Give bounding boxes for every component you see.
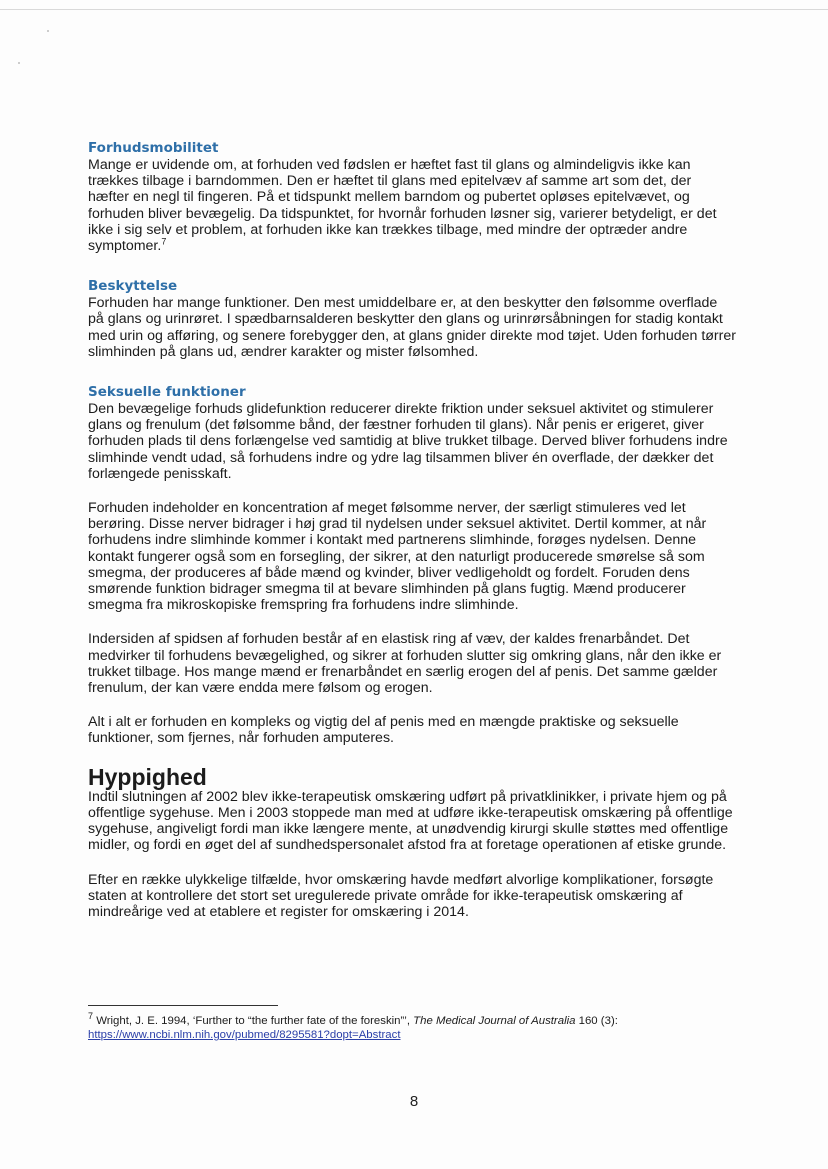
paragraph: Den bevægelige forhuds glidefunktion reducerer direkte friktion under seksuel aktivitet og stimulerer glans og frenulum (det følsomme bånd, der fæstner forhuden til glans). Når penis er erigeret, giver forhuden plads til dens forlængelse ved samtidig at blive trukket tilbage. Derved bliver forhudens indre slimhinde vendt udad, så forhudens indre og ydre lag tilsammen bliver én overflade, der dækker det forlængede penisskaft. bbox=[88, 401, 728, 482]
paragraph: Alt i alt er forhuden en kompleks og vigtig del af penis med en mængde praktiske og seksuelle funktioner, som fjernes, når forhuden amputeres. bbox=[88, 714, 679, 747]
paragraph: Mange er uvidende om, at forhuden ved fødslen er hæftet fast til glans og almindeligvis ikke kan trækkes tilbage i barndommen. Den er hæftet til glans med epitelvæv af samme art som det, der hæfter en negl til fingeren. På et tidspunkt mellem barndom og pubertet opløses epitelvævet, og forhuden bliver bevægelig. Da tidspunktet, for hvornår forhuden løsner sig, varierer betydeligt, er det ikke i sig selv et problem, at forhuden ikke kan trækkes tilbage, med mindre der optræder andre symptomer.$^7$ bbox=[88, 157, 717, 255]
section-heading: Beskyttelse bbox=[88, 278, 178, 295]
section-beskyttelse bbox=[88, 278, 736, 360]
section-seksuelle-funktioner bbox=[88, 384, 736, 747]
section-forhudsmobilitet bbox=[88, 140, 736, 254]
paragraph: Indersiden af spidsen af forhuden består af en elastisk ring af væv, der kaldes frenarbåndet. Det medvirker til forhudens bevægelighed, og sikrer at forhuden slutter sig omkring glans, når den ikke er trukket tilbage. Hos mange mænd er frenarbåndet en særlig erogen del af penis. Det samme gælder frenulum, der kan være endda mere følsom og erogen. bbox=[88, 631, 722, 697]
chapter-heading: Hyppighed bbox=[88, 763, 207, 790]
paragraph: Forhuden indeholder en koncentration af meget følsomme nerver, der særligt stimuleres ved let berøring. Disse nerver bidrager i høj grad til nydelsen under seksuel aktivitet. Dertil kommer, at når forhudens indre slimhinde kommer i kontakt med partnerens slimhinde, forøges nydelsen. Denne kontakt fungerer også som en forsegling, der sikrer, at den naturligt producerede smørelse så som smegma, der produceres af både mænd og kvinder, bliver vedligeholdt og fordelt. Foruden dens smørende funktion bidrager smegma til at bevare slimhinden på glans fugtig. Mænd producerer smegma fra mikroskopiske fremspring fra forhudens indre slimhinde. bbox=[88, 500, 707, 614]
paragraph: Efter en række ulykkelige tilfælde, hvor omskæring havde medført alvorlige komplikationer, forsøgte staten at kontrollere det stort set uregulerede private område for ikke-terapeutisk omskæring af mindreårige ved at etablere et register for omskæring i 2014. bbox=[88, 871, 714, 920]
footnote-marker: 7 bbox=[88, 1011, 94, 1022]
paragraph: Indtil slutningen af 2002 blev ikke-terapeutisk omskæring udført på privatklinikker, i private hjem og på offentlige sygehuse. Men i 2003 stoppede man med at udføre ikke-terapeutisk omskæring på offentlige sygehuse, angiveligt fordi man ikke længere mente, at unødvendig kirurgi skulle støttes med offentlige midler, og fordi en øget del af sundhedspersonalet afstod fra at foretage operationen af etiske grunde. bbox=[88, 788, 733, 854]
scan-speck bbox=[47, 30, 49, 32]
footnote-link[interactable]: https://www.ncbi.nlm.nih.gov/pubmed/8295581?dopt=Abstract bbox=[88, 1029, 401, 1041]
scan-edge-line bbox=[0, 9, 828, 10]
section-heading: Seksuelle funktioner bbox=[88, 384, 246, 401]
footnote-separator bbox=[88, 1005, 278, 1006]
footnote-volume: 160 (3): bbox=[578, 1015, 618, 1027]
footnote bbox=[88, 1011, 736, 1042]
scan-speck bbox=[18, 62, 20, 64]
footnote-marker[interactable]: 7 bbox=[161, 236, 167, 247]
document-body bbox=[88, 140, 736, 920]
footnote-journal: The Medical Journal of Australia bbox=[413, 1015, 576, 1027]
section-hyppighed bbox=[88, 765, 736, 920]
page-number: 8 bbox=[409, 1093, 419, 1110]
footnote-citation: Wright, J. E. 1994, ‘Further to “the further fate of the foreskin”’, bbox=[96, 1015, 410, 1027]
section-heading: Forhudsmobilitet bbox=[88, 140, 219, 156]
paragraph: Forhuden har mange funktioner. Den mest umiddelbare er, at den beskytter den følsomme overflade på glans og urinrøret. I spædbarnsalderen beskytter den glans og urinrørsåbningen for stadig kontakt med urin og afføring, og senere forebygger den, at glans gnider direkte mod tøjet. Uden forhuden tørrer slimhinden på glans ud, ændrer karakter og mister følsomhed. bbox=[88, 295, 736, 360]
